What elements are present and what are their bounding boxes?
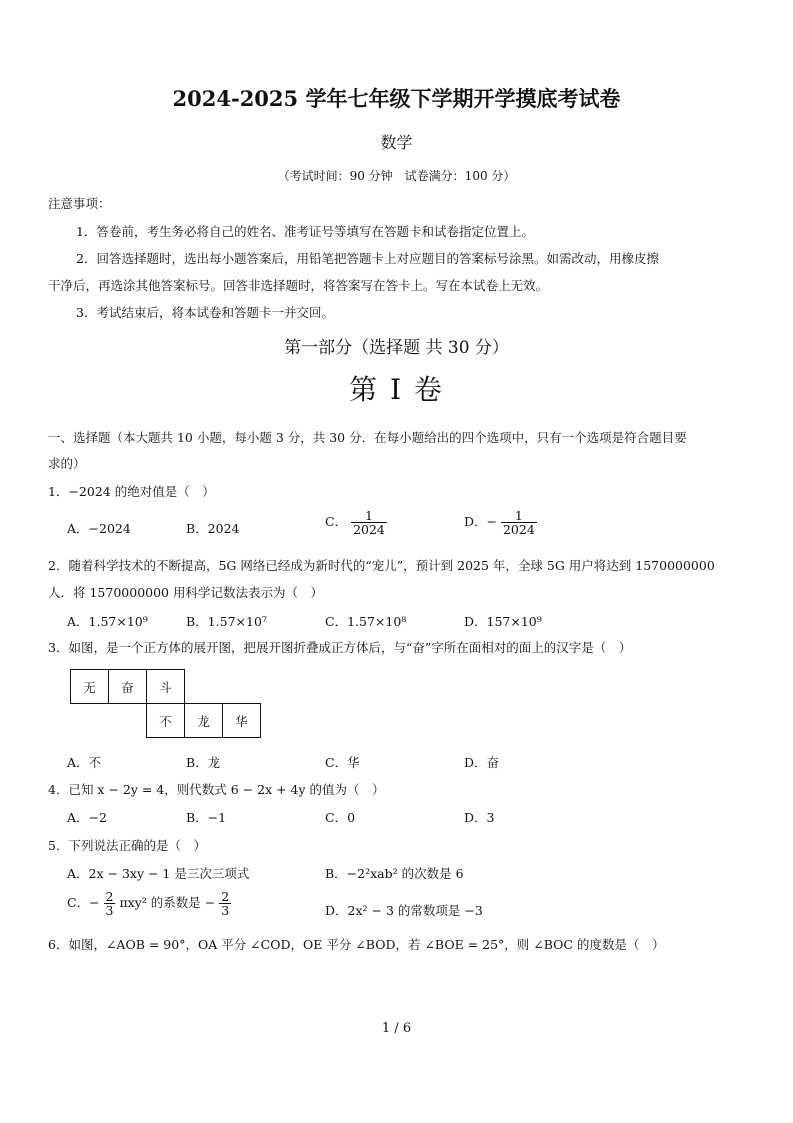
question-4-option-a: A．−2 xyxy=(67,810,107,825)
notes-title: 注意事项： xyxy=(48,196,111,211)
question-1-option-a: A．−2024 xyxy=(67,521,131,536)
question-6-stem: 6．如图，∠AOB = 90°，OA 平分 ∠COD，OE 平分 ∠BOD，若 ∠BOE = 25°，则 ∠BOC 的度数是（ ） xyxy=(48,937,665,952)
question-2-option-c: C．1.57×10⁸ xyxy=(325,614,407,629)
subject-title: 数学 xyxy=(380,133,413,152)
question-5-option-a: A．2x − 3xy − 1 是三次三项式 xyxy=(67,866,250,881)
fraction-denominator: 2024 xyxy=(353,522,385,538)
section-heading-cont: 求的） xyxy=(48,456,86,471)
volume-title: 第 I 卷 xyxy=(349,373,444,406)
note-item-1: 1．答卷前，考生务必将自己的姓名、准考证号等填写在答题卡和试卷指定位置上。 xyxy=(76,224,534,239)
question-4-option-c: C．0 xyxy=(325,810,356,825)
question-5-option-d: D．2x² − 3 的常数项是 −3 xyxy=(325,903,483,918)
question-5-option-b: B．−2²xab² 的次数是 6 xyxy=(325,866,464,881)
question-3-option-d: D．奋 xyxy=(464,755,500,770)
question-1-option-c xyxy=(325,509,387,536)
page-number: 1 / 6 xyxy=(381,1021,412,1036)
question-3-option-b: B．龙 xyxy=(186,755,221,770)
cube-net-empty xyxy=(185,670,223,704)
note-item-2-cont: 干净后，再选涂其他答案标号。回答非选择题时，将答案写在答卡上。写在本试卷上无效。 xyxy=(48,278,549,293)
question-5-option-c xyxy=(67,890,231,917)
question-1-stem: 1．−2024 的绝对值是（ ） xyxy=(48,484,215,499)
question-2-stem: 2．随着科学技术的不断提高，5G 网络已经成为新时代的“宠儿”，预计到 2025 年，全球 5G 用户将达到 1570000000 xyxy=(48,558,715,573)
option-c-label: C．− xyxy=(67,895,100,911)
option-c-text: πxy² 的系数是 − xyxy=(119,895,216,911)
question-2-option-b: B．1.57×10⁷ xyxy=(186,614,267,629)
fraction-numerator: 1 xyxy=(501,509,537,523)
fraction-numerator: 1 xyxy=(351,509,387,523)
fraction xyxy=(501,509,537,536)
question-4-stem: 4．已知 x − 2y = 4，则代数式 6 − 2x + 4y 的值为（ ） xyxy=(48,782,385,797)
cube-net-empty xyxy=(71,704,109,738)
question-4-option-d: D．3 xyxy=(464,810,495,825)
fraction xyxy=(351,509,387,536)
question-5-stem: 5．下列说法正确的是（ ） xyxy=(48,838,206,853)
fraction-denominator: 2024 xyxy=(502,522,535,538)
note-item-2: 2．回答选择题时，选出每小题答案后，用铅笔把答题卡上对应题目的答案标号涂黑。如需改动，用橡皮擦 xyxy=(76,251,659,266)
question-2-option-d: D．157×10⁹ xyxy=(464,614,542,629)
section-heading: 一、选择题（本大题共 10 小题，每小题 3 分，共 30 分．在每小题给出的四个选项中，只有一个选项是符合题目要 xyxy=(48,430,687,445)
fraction-numerator: 2 xyxy=(221,889,230,904)
question-3-option-c: C．华 xyxy=(325,755,360,770)
fraction xyxy=(219,890,231,917)
cube-net-figure xyxy=(70,669,261,738)
option-d-label: D．− xyxy=(464,514,497,530)
cube-net-cell: 华 xyxy=(223,704,261,738)
fraction-numerator: 2 xyxy=(105,889,114,904)
part-title: 第一部分（选择题 共 30 分） xyxy=(284,338,509,358)
cube-net-cell: 斗 xyxy=(147,670,185,704)
question-3-stem: 3．如图，是一个正方体的展开图，把展开图折叠成正方体后，与“奋”字所在面相对的面上的汉字是（ ） xyxy=(48,640,632,655)
cube-net-cell: 不 xyxy=(147,704,185,738)
exam-info: （考试时间：90 分钟 试卷满分：100 分） xyxy=(277,169,516,183)
exam-title: 2024-2025 学年七年级下学期开学摸底考试卷 xyxy=(172,86,621,111)
option-c-label: C． xyxy=(325,514,348,530)
question-2-option-a: A．1.57×10⁹ xyxy=(67,614,148,629)
question-3-option-a: A．不 xyxy=(67,755,102,770)
fraction-denominator: 3 xyxy=(105,903,114,919)
question-1-option-b: B．2024 xyxy=(186,521,240,536)
cube-net-cell: 无 xyxy=(71,670,109,704)
question-2-stem-cont: 人．将 1570000000 用科学记数法表示为（ ） xyxy=(48,585,323,600)
fraction-denominator: 3 xyxy=(221,903,230,919)
note-item-3: 3．考试结束后，将本试卷和答题卡一并交回。 xyxy=(76,305,334,320)
fraction xyxy=(104,890,116,917)
question-1-option-d xyxy=(464,509,537,536)
cube-net-empty xyxy=(223,670,261,704)
question-4-option-b: B．−1 xyxy=(186,810,227,825)
cube-net-cell: 奋 xyxy=(109,670,147,704)
cube-net-empty xyxy=(109,704,147,738)
cube-net-cell: 龙 xyxy=(185,704,223,738)
